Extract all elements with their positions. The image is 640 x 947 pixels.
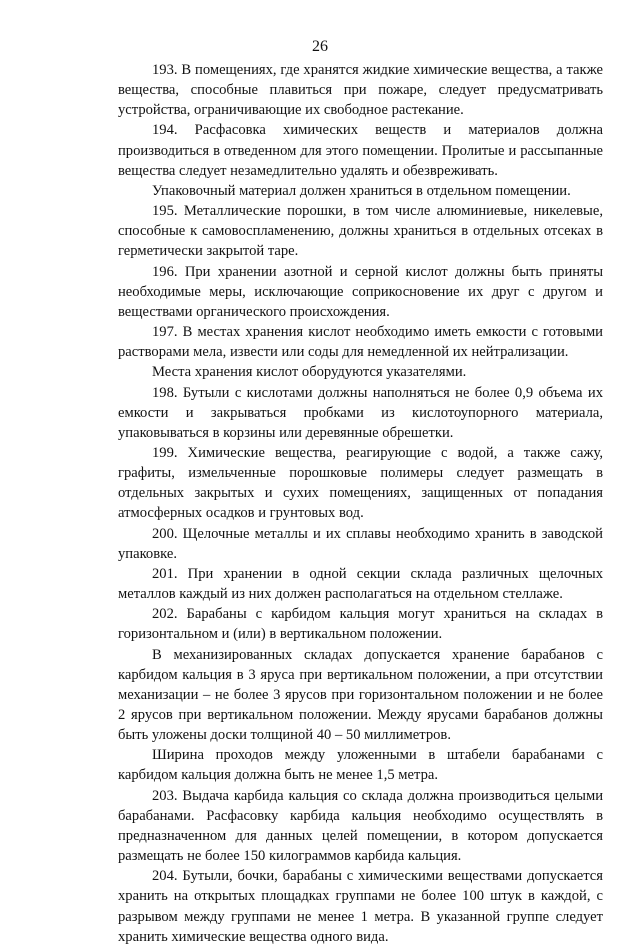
paragraph-198: 198. Бутыли с кислотами должны наполняться не более 0,9 объема их емкости и закрываться пробками из кислотоупорного материала, упаковываться в корзины или деревянные обрешетки.	[118, 384, 603, 441]
paragraph-201: 201. При хранении в одной секции склада различных щелочных металлов каждый из них должен располагаться на отдельном стеллаже.	[118, 565, 603, 603]
paragraph-194: 194. Расфасовка химических веществ и материалов должна производиться в отведенном для этого помещении. Пролитые и рассыпанные вещества следует незамедлительно удалять и обезвреживать.	[118, 122, 603, 179]
paragraph-202-aisles: Ширина проходов между уложенными в штабели барабанами с карбидом кальция должна быть не менее 1,5 метра.	[118, 747, 603, 784]
paragraph-199: 199. Химические вещества, реагирующие с водой, а также сажу, графиты, измельченные порошковые полимеры следует размещать в отдельных закрытых и сухих помещениях, защищенных от попадания атмосферных осадков и грунтовых вод.	[118, 444, 603, 522]
paragraph-202: 202. Барабаны с карбидом кальция могут храниться на складах в горизонтальном и (или) в вертикальном положении.	[118, 606, 603, 643]
paragraph-204: 204. Бутыли, бочки, барабаны с химическими веществами допускается хранить на открытых площадках группами не более 100 штук в каждой, с разрывом между группами не менее 1 метра. В указанной группе следует хранить химические вещества одного вида.	[118, 868, 603, 945]
paragraph-202-mechanized: В механизированных складах допускается хранение барабанов с карбидом кальция в 3 яруса при вертикальном положении, а при отсутствии механизации – не более 3 ярусов при горизонтальном положении и не более 2 ярусов при вертикальном положении. Между ярусами барабанов должны быть уложены доски толщиной 40 – 50 миллиметров.	[118, 646, 603, 744]
document-body	[118, 60, 603, 947]
paragraph-193: 193. В помещениях, где хранятся жидкие химические вещества, а также вещества, способные плавиться при пожаре, следует предусматривать устройства, ограничивающие их свободное растекание.	[118, 62, 603, 119]
paragraph-197: 197. В местах хранения кислот необходимо иметь емкости с готовыми растворами мела, извести или соды для немедленной их нейтрализации.	[118, 324, 603, 361]
paragraph-203: 203. Выдача карбида кальция со склада должна производиться целыми барабанами. Расфасовку карбида кальция необходимо осуществлять в предназначенном для данных целей помещении, в котором допускается размещать не более 150 килограммов карбида кальция.	[118, 787, 603, 865]
page-number: 26	[312, 38, 328, 55]
paragraph-195: 195. Металлические порошки, в том числе алюминиевые, никелевые, способные к самовоспламенению, должны храниться в отдельных отсеках в герметически закрытой таре.	[118, 203, 603, 260]
paragraph-197-signs: Места хранения кислот оборудуются указателями.	[152, 364, 467, 381]
paragraph-196: 196. При хранении азотной и серной кислот должны быть приняты необходимые меры, исключающие соприкосновение их друг с другом и веществами органического происхождения.	[118, 263, 603, 320]
paragraph-194-packaging: Упаковочный материал должен храниться в отдельном помещении.	[152, 182, 571, 199]
paragraph-200: 200. Щелочные металлы и их сплавы необходимо хранить в заводской упаковке.	[118, 525, 603, 562]
